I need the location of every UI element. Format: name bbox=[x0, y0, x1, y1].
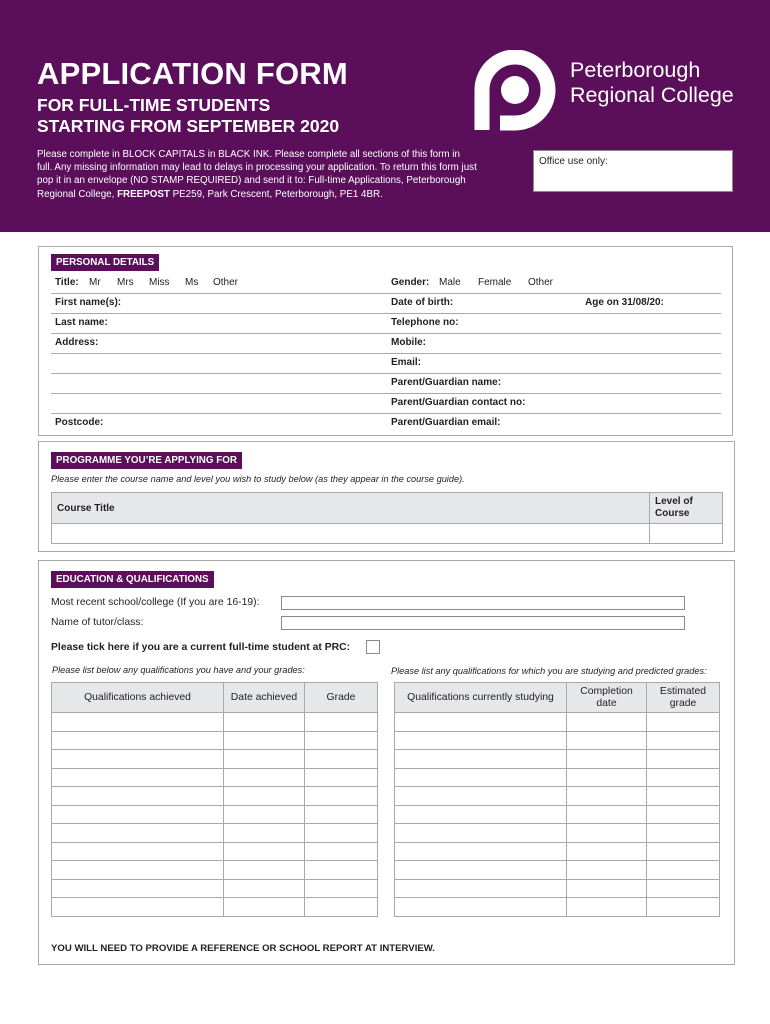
table-cell[interactable] bbox=[224, 842, 305, 861]
subtitle-line-2: STARTING FROM SEPTEMBER 2020 bbox=[37, 116, 340, 136]
college-name-line-1: Peterborough bbox=[570, 58, 701, 82]
table-cell[interactable] bbox=[305, 898, 378, 917]
table-row bbox=[52, 805, 378, 824]
table-cell[interactable] bbox=[567, 750, 647, 769]
table-cell[interactable] bbox=[395, 750, 567, 769]
intro-text-post: PE259, Park Crescent, Peterborough, PE1 4BR. bbox=[169, 188, 383, 200]
table-row bbox=[395, 768, 720, 787]
parent-name-label: Parent/Guardian name: bbox=[391, 377, 502, 388]
table-row bbox=[52, 824, 378, 843]
subtitle-line-1: FOR FULL-TIME STUDENTS bbox=[37, 95, 271, 115]
course-title-header: Course Title bbox=[52, 493, 650, 524]
gender-label: Gender: bbox=[391, 277, 430, 288]
table-cell[interactable] bbox=[567, 842, 647, 861]
table-row bbox=[52, 787, 378, 806]
table-cell[interactable] bbox=[52, 787, 224, 806]
title-label: Title: bbox=[55, 277, 79, 288]
qualifications-studying-col: Qualifications currently studying bbox=[395, 683, 567, 713]
school-label: Most recent school/college (If you are 16-19): bbox=[51, 597, 260, 608]
gender-option-female[interactable]: Female bbox=[478, 277, 512, 288]
row-title-gender bbox=[51, 274, 721, 294]
table-cell[interactable] bbox=[52, 824, 224, 843]
college-name-line-2: Regional College bbox=[570, 83, 734, 107]
table-cell[interactable] bbox=[395, 731, 567, 750]
table-row bbox=[395, 750, 720, 769]
course-level-header-line-1: Level of bbox=[655, 496, 693, 507]
education-section bbox=[38, 560, 735, 965]
course-table-row bbox=[52, 524, 723, 544]
table-row bbox=[395, 805, 720, 824]
completion-date-line-2: date bbox=[596, 697, 617, 709]
table-row bbox=[395, 898, 720, 917]
postcode-label: Postcode: bbox=[55, 417, 104, 428]
parent-contact-label: Parent/Guardian contact no: bbox=[391, 397, 526, 408]
title-option-mr[interactable]: Mr bbox=[89, 277, 101, 288]
intro-text bbox=[37, 148, 477, 201]
table-cell[interactable] bbox=[305, 787, 378, 806]
table-cell[interactable] bbox=[567, 861, 647, 880]
table-cell[interactable] bbox=[567, 879, 647, 898]
table-cell[interactable] bbox=[52, 842, 224, 861]
qualifications-studying-table bbox=[394, 682, 720, 917]
row-address[interactable] bbox=[51, 334, 721, 354]
table-cell[interactable] bbox=[52, 861, 224, 880]
table-cell[interactable] bbox=[395, 768, 567, 787]
estimated-grade-line-2: grade bbox=[669, 697, 697, 709]
table-cell[interactable] bbox=[395, 842, 567, 861]
table-cell[interactable] bbox=[395, 898, 567, 917]
table-row bbox=[52, 861, 378, 880]
table-cell[interactable] bbox=[567, 898, 647, 917]
table-cell[interactable] bbox=[224, 824, 305, 843]
table-cell[interactable] bbox=[647, 768, 720, 787]
date-achieved-col: Date achieved bbox=[224, 683, 305, 713]
table-cell[interactable] bbox=[52, 768, 224, 787]
tutor-label: Name of tutor/class: bbox=[51, 617, 144, 628]
table-cell[interactable] bbox=[567, 731, 647, 750]
row-postcode[interactable] bbox=[51, 414, 721, 434]
gender-option-other[interactable]: Other bbox=[528, 277, 554, 288]
intro-text-pre: Please complete in BLOCK CAPITALS in BLACK INK. Please complete all sections of this form in full. Any missing information may lead to delays in processing your application. To return this form just pop it in an envelope (NO STAMP REQUIRED) and send it to: Full-time Applications, Peterborough Regional College, bbox=[37, 149, 477, 200]
table-row bbox=[395, 713, 720, 732]
table-cell[interactable] bbox=[52, 805, 224, 824]
programme-section bbox=[38, 441, 735, 552]
table-cell[interactable] bbox=[224, 879, 305, 898]
table-row bbox=[52, 768, 378, 787]
estimated-grade-line-1: Estimated bbox=[659, 685, 707, 697]
table-cell[interactable] bbox=[395, 805, 567, 824]
tick-label: Please tick here if you are a current full-time student at PRC: bbox=[51, 642, 351, 653]
office-use-box bbox=[533, 150, 733, 192]
table-cell[interactable] bbox=[305, 824, 378, 843]
age-label: Age on 31/08/20: bbox=[585, 297, 664, 308]
table-cell[interactable] bbox=[647, 805, 720, 824]
row-first-name[interactable] bbox=[51, 294, 721, 314]
estimated-grade-col bbox=[647, 683, 720, 713]
personal-details-section bbox=[38, 246, 733, 436]
table-cell[interactable] bbox=[305, 713, 378, 732]
table-cell[interactable] bbox=[647, 824, 720, 843]
table-cell[interactable] bbox=[647, 898, 720, 917]
course-level-header-line-2: Course bbox=[655, 508, 690, 519]
programme-help-text: Please enter the course name and level you wish to study below (as they appear in the course guide). bbox=[51, 474, 465, 484]
table-row bbox=[395, 842, 720, 861]
table-cell[interactable] bbox=[395, 713, 567, 732]
table-row bbox=[395, 824, 720, 843]
table-row bbox=[395, 879, 720, 898]
table-cell[interactable] bbox=[567, 824, 647, 843]
table-cell[interactable] bbox=[224, 805, 305, 824]
form-subtitle bbox=[37, 95, 339, 137]
table-cell[interactable] bbox=[224, 768, 305, 787]
table-cell[interactable] bbox=[395, 861, 567, 880]
table-cell[interactable] bbox=[567, 768, 647, 787]
table-cell[interactable] bbox=[224, 731, 305, 750]
table-cell[interactable] bbox=[647, 879, 720, 898]
course-title-input[interactable] bbox=[52, 524, 650, 544]
table-cell[interactable] bbox=[305, 861, 378, 880]
table-row bbox=[52, 898, 378, 917]
table-cell[interactable] bbox=[52, 750, 224, 769]
form-title: APPLICATION FORM bbox=[37, 56, 348, 91]
table-cell[interactable] bbox=[567, 713, 647, 732]
completion-date-col bbox=[567, 683, 647, 713]
qualifications-studying-header bbox=[395, 683, 720, 713]
completion-date-line-1: Completion bbox=[580, 685, 633, 697]
table-row bbox=[395, 731, 720, 750]
table-cell[interactable] bbox=[52, 713, 224, 732]
school-input[interactable] bbox=[281, 596, 685, 610]
row-email[interactable] bbox=[51, 354, 721, 374]
dob-label: Date of birth: bbox=[391, 297, 454, 308]
qualifications-help-right: Please list any qualifications for which you are studying and predicted grades: bbox=[391, 666, 707, 676]
table-cell[interactable] bbox=[395, 824, 567, 843]
course-level-input[interactable] bbox=[650, 524, 723, 544]
telephone-label: Telephone no: bbox=[391, 317, 459, 328]
table-cell[interactable] bbox=[224, 861, 305, 880]
last-name-label: Last name: bbox=[55, 317, 108, 328]
gender-option-male[interactable]: Male bbox=[439, 277, 461, 288]
address-label: Address: bbox=[55, 337, 99, 348]
course-level-header bbox=[650, 493, 723, 524]
qualifications-help-left: Please list below any qualifications you have and your grades: bbox=[52, 665, 305, 675]
table-cell[interactable] bbox=[305, 879, 378, 898]
table-cell[interactable] bbox=[647, 731, 720, 750]
table-row bbox=[52, 750, 378, 769]
row-parent-name[interactable] bbox=[51, 374, 721, 394]
office-use-label: Office use only: bbox=[539, 156, 608, 167]
table-cell[interactable] bbox=[395, 787, 567, 806]
first-name-label: First name(s): bbox=[55, 297, 122, 308]
table-cell[interactable] bbox=[224, 713, 305, 732]
title-option-other[interactable]: Other bbox=[213, 277, 239, 288]
table-cell[interactable] bbox=[647, 842, 720, 861]
table-cell[interactable] bbox=[224, 898, 305, 917]
table-cell[interactable] bbox=[647, 861, 720, 880]
course-table bbox=[51, 492, 723, 544]
table-cell[interactable] bbox=[52, 731, 224, 750]
table-cell[interactable] bbox=[305, 768, 378, 787]
table-cell[interactable] bbox=[52, 898, 224, 917]
reference-footnote: YOU WILL NEED TO PROVIDE A REFERENCE OR SCHOOL REPORT AT INTERVIEW. bbox=[51, 943, 435, 954]
qualifications-achieved-header bbox=[52, 683, 378, 713]
table-row bbox=[52, 842, 378, 861]
personal-details-heading: PERSONAL DETAILS bbox=[51, 254, 159, 271]
qualifications-achieved-col: Qualifications achieved bbox=[52, 683, 224, 713]
table-cell[interactable] bbox=[567, 805, 647, 824]
course-table-header bbox=[52, 493, 723, 524]
table-cell[interactable] bbox=[305, 805, 378, 824]
table-row bbox=[52, 713, 378, 732]
table-row bbox=[52, 879, 378, 898]
table-row bbox=[395, 861, 720, 880]
table-cell[interactable] bbox=[305, 750, 378, 769]
qualifications-achieved-table bbox=[51, 682, 378, 917]
table-row bbox=[52, 731, 378, 750]
table-cell[interactable] bbox=[224, 750, 305, 769]
tutor-input[interactable] bbox=[281, 616, 685, 630]
current-student-checkbox[interactable] bbox=[366, 640, 380, 654]
table-cell[interactable] bbox=[224, 787, 305, 806]
programme-heading: PROGRAMME YOU’RE APPLYING FOR bbox=[51, 452, 242, 469]
header-banner bbox=[0, 0, 770, 232]
parent-email-label: Parent/Guardian email: bbox=[391, 417, 501, 428]
table-cell[interactable] bbox=[647, 750, 720, 769]
table-cell[interactable] bbox=[305, 731, 378, 750]
row-parent-contact[interactable] bbox=[51, 394, 721, 414]
table-cell[interactable] bbox=[305, 842, 378, 861]
table-cell[interactable] bbox=[647, 787, 720, 806]
email-label: Email: bbox=[391, 357, 422, 368]
title-option-miss[interactable]: Miss bbox=[149, 277, 170, 288]
table-cell[interactable] bbox=[52, 879, 224, 898]
college-logo-icon bbox=[470, 50, 560, 132]
table-cell[interactable] bbox=[567, 787, 647, 806]
title-option-ms[interactable]: Ms bbox=[185, 277, 199, 288]
mobile-label: Mobile: bbox=[391, 337, 426, 348]
college-name bbox=[570, 58, 734, 108]
row-last-name[interactable] bbox=[51, 314, 721, 334]
table-cell[interactable] bbox=[647, 713, 720, 732]
grade-col: Grade bbox=[305, 683, 378, 713]
intro-text-freepost: FREEPOST bbox=[117, 188, 170, 200]
title-option-mrs[interactable]: Mrs bbox=[117, 277, 134, 288]
table-row bbox=[395, 787, 720, 806]
education-heading: EDUCATION & QUALIFICATIONS bbox=[51, 571, 214, 588]
table-cell[interactable] bbox=[395, 879, 567, 898]
